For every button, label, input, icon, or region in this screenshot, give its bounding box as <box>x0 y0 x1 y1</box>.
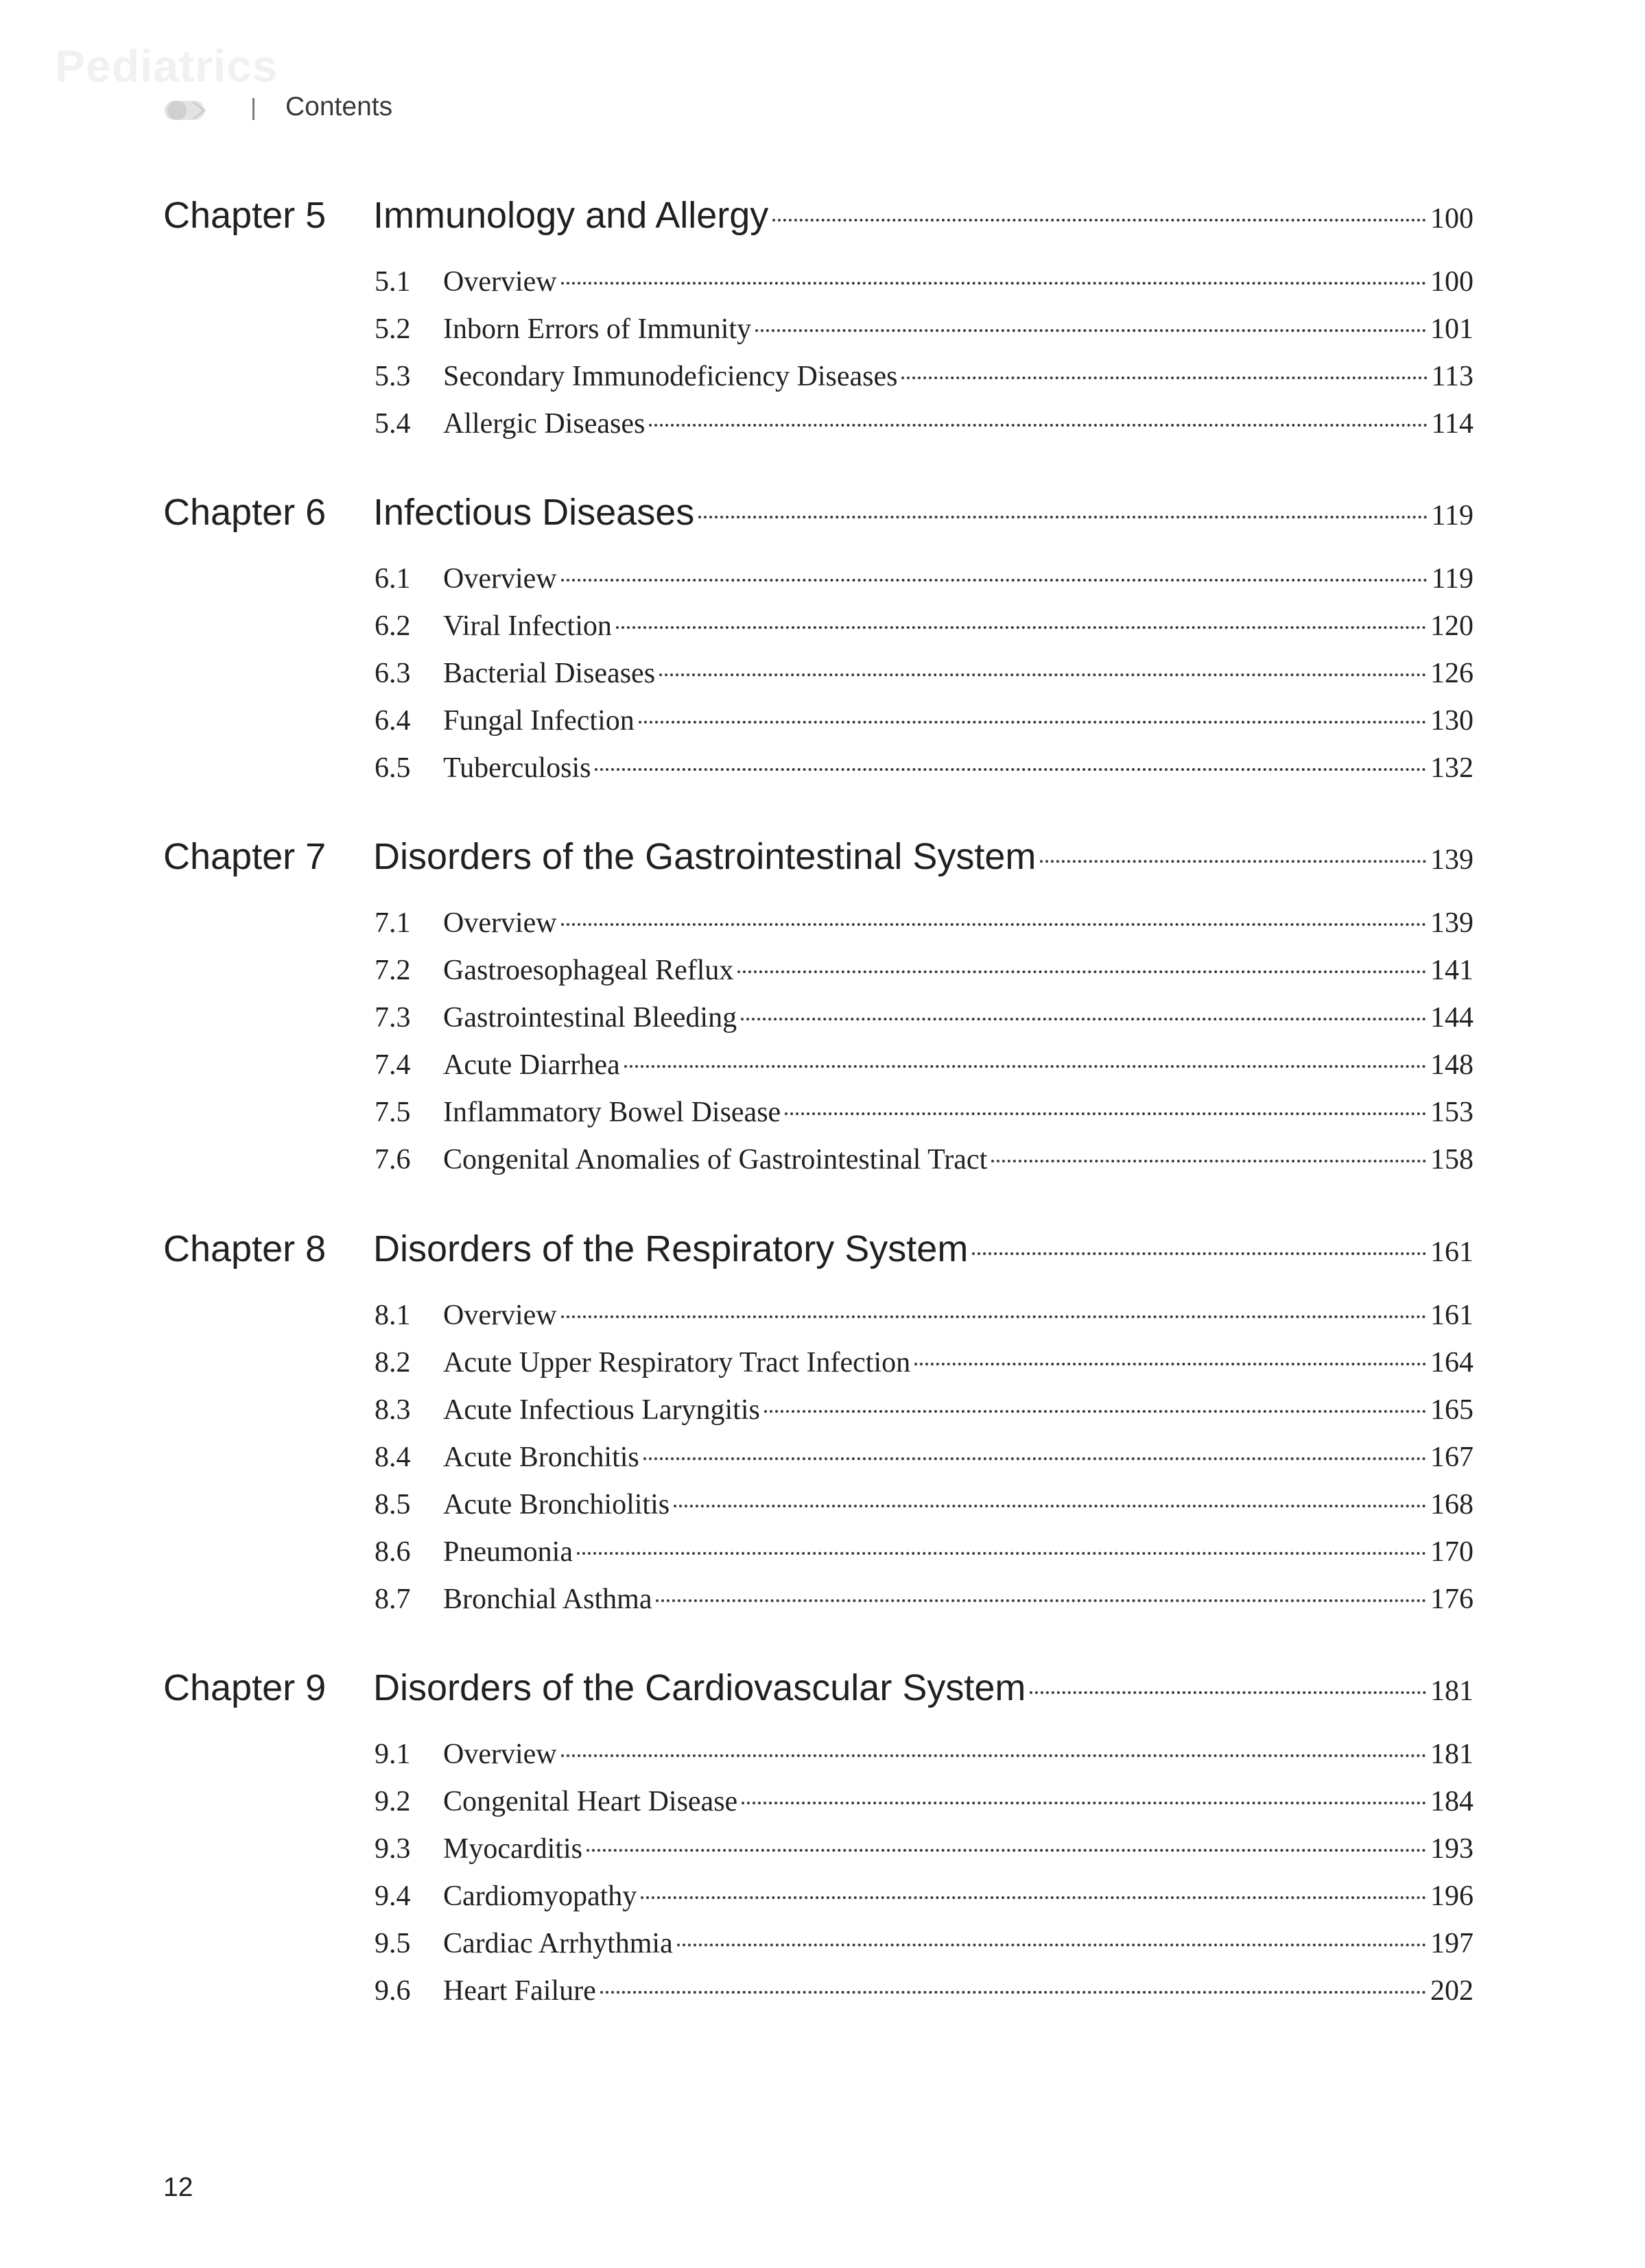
section-entry[interactable] <box>375 1096 1474 1134</box>
section-page: 130 <box>1430 705 1474 737</box>
section-entry[interactable] <box>375 1738 1474 1776</box>
section-entry[interactable] <box>375 1001 1474 1040</box>
section-title: Inborn Errors of Immunity <box>443 313 752 345</box>
section-entry[interactable] <box>375 1049 1474 1087</box>
section-title: Overview <box>443 907 557 939</box>
section-title: Viral Infection <box>443 610 612 642</box>
section-entry[interactable] <box>375 265 1474 304</box>
section-title: Overview <box>443 563 557 595</box>
chapter-page: 100 <box>1430 203 1474 235</box>
section-entry[interactable] <box>375 752 1474 790</box>
dot-leader <box>972 1252 1426 1255</box>
section-number: 5.3 <box>375 361 411 392</box>
chapter-label: Chapter 9 <box>163 1667 327 1708</box>
section-title: Bronchial Asthma <box>443 1584 652 1615</box>
section-number: 9.6 <box>375 1975 411 2007</box>
section-page: 126 <box>1430 658 1474 689</box>
chapter-heading[interactable] <box>163 1228 1474 1276</box>
dot-leader <box>616 626 1426 629</box>
dot-leader <box>587 1849 1426 1852</box>
section-number: 9.1 <box>375 1739 411 1770</box>
dot-leader <box>674 1505 1426 1507</box>
dot-leader <box>643 1457 1426 1460</box>
chapter-label: Chapter 6 <box>163 492 327 533</box>
section-entry[interactable] <box>375 907 1474 945</box>
section-entry[interactable] <box>375 610 1474 648</box>
section-entry[interactable] <box>375 1833 1474 1871</box>
section-page: 193 <box>1430 1833 1474 1865</box>
section-entry[interactable] <box>375 1346 1474 1385</box>
chapter-heading[interactable] <box>163 1667 1474 1715</box>
dot-leader <box>561 923 1426 926</box>
section-entry[interactable] <box>375 360 1474 398</box>
section-entry[interactable] <box>375 1785 1474 1824</box>
chapter-label: Chapter 5 <box>163 195 327 236</box>
section-page: 144 <box>1430 1002 1474 1034</box>
dot-leader <box>785 1112 1426 1115</box>
section-page: 196 <box>1430 1881 1474 1912</box>
section-page: 158 <box>1430 1144 1474 1175</box>
section-title: Acute Infectious Laryngitis <box>443 1394 760 1426</box>
section-entry[interactable] <box>375 1583 1474 1621</box>
section-entry[interactable] <box>375 407 1474 446</box>
section-number: 8.3 <box>375 1394 411 1426</box>
section-page: 101 <box>1430 313 1474 345</box>
chapter-page: 161 <box>1430 1237 1474 1268</box>
section-title: Tuberculosis <box>443 752 591 784</box>
section-entry[interactable] <box>375 954 1474 992</box>
chapter-title: Disorders of the Cardiovascular System <box>373 1667 1026 1708</box>
section-page: 100 <box>1430 266 1474 298</box>
section-number: 5.2 <box>375 313 411 345</box>
dot-leader <box>639 721 1426 724</box>
section-number: 7.4 <box>375 1049 411 1081</box>
section-entry[interactable] <box>375 1974 1474 2013</box>
section-number: 6.5 <box>375 752 411 784</box>
section-entry[interactable] <box>375 657 1474 695</box>
section-number: 6.1 <box>375 563 411 595</box>
section-entry[interactable] <box>375 1143 1474 1182</box>
chapter-heading[interactable] <box>163 835 1474 883</box>
section-title: Bacterial Diseases <box>443 658 656 689</box>
header-divider <box>252 98 255 120</box>
section-title: Inflammatory Bowel Disease <box>443 1097 781 1128</box>
section-page: 168 <box>1430 1489 1474 1520</box>
section-page: 161 <box>1430 1300 1474 1331</box>
section-number: 6.2 <box>375 610 411 642</box>
dot-leader <box>595 768 1426 771</box>
section-title: Pneumonia <box>443 1536 573 1568</box>
section-page: 202 <box>1430 1975 1474 2007</box>
section-title: Myocarditis <box>443 1833 582 1865</box>
dot-leader <box>577 1552 1426 1555</box>
section-title: Overview <box>443 1300 557 1331</box>
dot-leader <box>656 1599 1426 1602</box>
section-page: 119 <box>1431 563 1474 595</box>
chapter-page: 181 <box>1430 1675 1474 1707</box>
section-page: 141 <box>1430 955 1474 986</box>
section-number: 9.5 <box>375 1928 411 1959</box>
dot-leader <box>624 1065 1426 1068</box>
dot-leader <box>764 1410 1426 1413</box>
section-page: 113 <box>1431 361 1474 392</box>
section-number: 8.2 <box>375 1347 411 1378</box>
section-page: 139 <box>1430 907 1474 939</box>
section-number: 6.3 <box>375 658 411 689</box>
section-page: 165 <box>1430 1394 1474 1426</box>
section-title: Congenital Anomalies of Gastrointestinal Tract <box>443 1144 988 1175</box>
section-entry[interactable] <box>375 1299 1474 1337</box>
chapter-heading[interactable] <box>163 194 1474 242</box>
section-page: 176 <box>1430 1584 1474 1615</box>
section-title: Cardiac Arrhythmia <box>443 1928 673 1959</box>
dot-leader <box>901 377 1427 379</box>
section-page: 184 <box>1430 1786 1474 1817</box>
chapter-title: Disorders of the Respiratory System <box>373 1228 969 1269</box>
dot-leader <box>755 329 1426 332</box>
section-title: Allergic Diseases <box>443 408 646 440</box>
section-page: 164 <box>1430 1347 1474 1378</box>
section-number: 8.6 <box>375 1536 411 1568</box>
section-title: Fungal Infection <box>443 705 635 737</box>
section-title: Secondary Immunodeficiency Diseases <box>443 361 898 392</box>
section-entry[interactable] <box>375 1927 1474 1966</box>
section-title: Overview <box>443 1739 557 1770</box>
section-number: 7.6 <box>375 1144 411 1175</box>
section-number: 7.3 <box>375 1002 411 1034</box>
section-page: 132 <box>1430 752 1474 784</box>
section-title: Acute Bronchitis <box>443 1442 639 1473</box>
chapter-title: Infectious Diseases <box>373 492 695 533</box>
section-number: 9.2 <box>375 1786 411 1817</box>
section-entry[interactable] <box>375 562 1474 601</box>
section-page: 153 <box>1430 1097 1474 1128</box>
dot-leader <box>561 1754 1426 1757</box>
chapter-title: Disorders of the Gastrointestinal System <box>373 836 1037 877</box>
chapter-heading[interactable] <box>163 491 1474 539</box>
section-number: 9.3 <box>375 1833 411 1865</box>
section-number: 8.5 <box>375 1489 411 1520</box>
section-page: 181 <box>1430 1739 1474 1770</box>
dot-leader <box>561 579 1428 582</box>
dot-leader <box>772 219 1426 222</box>
section-entry[interactable] <box>375 1880 1474 1918</box>
section-number: 7.1 <box>375 907 411 939</box>
section-title: Gastroesophageal Reflux <box>443 955 734 986</box>
dot-leader <box>659 673 1426 676</box>
section-number: 7.2 <box>375 955 411 986</box>
section-entry[interactable] <box>375 1536 1474 1574</box>
section-title: Cardiomyopathy <box>443 1881 637 1912</box>
section-number: 8.4 <box>375 1442 411 1473</box>
section-page: 114 <box>1431 408 1474 440</box>
section-number: 5.4 <box>375 408 411 440</box>
section-page: 148 <box>1430 1049 1474 1081</box>
section-entry[interactable] <box>375 1394 1474 1432</box>
section-page: 120 <box>1430 610 1474 642</box>
section-number: 9.4 <box>375 1881 411 1912</box>
dot-leader <box>991 1160 1426 1162</box>
chapter-label: Chapter 7 <box>163 836 327 877</box>
section-page: 197 <box>1430 1928 1474 1959</box>
dot-leader <box>600 1991 1426 1994</box>
dot-leader <box>737 970 1426 973</box>
section-title: Congenital Heart Disease <box>443 1786 738 1817</box>
section-title: Acute Upper Respiratory Tract Infection <box>443 1347 911 1378</box>
chapter-page: 139 <box>1430 844 1474 876</box>
section-number: 8.7 <box>375 1584 411 1615</box>
chapter-label: Chapter 8 <box>163 1228 327 1269</box>
section-number: 7.5 <box>375 1097 411 1128</box>
section-title: Overview <box>443 266 557 298</box>
dot-leader <box>1030 1691 1426 1694</box>
section-entry[interactable] <box>375 1488 1474 1527</box>
dot-leader <box>741 1018 1426 1020</box>
dot-leader <box>641 1896 1426 1899</box>
dot-leader <box>561 1315 1426 1318</box>
section-number: 6.4 <box>375 705 411 737</box>
section-title: Acute Bronchiolitis <box>443 1489 670 1520</box>
section-page: 170 <box>1430 1536 1474 1568</box>
section-title: Gastrointestinal Bleeding <box>443 1002 737 1034</box>
section-title: Acute Diarrhea <box>443 1049 620 1081</box>
toggle-icon <box>163 98 209 123</box>
section-number: 8.1 <box>375 1300 411 1331</box>
dot-leader <box>698 516 1427 518</box>
dot-leader <box>1040 860 1426 863</box>
chapter-title: Immunology and Allergy <box>373 195 769 236</box>
dot-leader <box>914 1363 1426 1365</box>
section-entry[interactable] <box>375 313 1474 351</box>
dot-leader <box>649 424 1427 427</box>
dot-leader <box>742 1802 1426 1804</box>
running-header-title: Contents <box>285 92 393 121</box>
section-entry[interactable] <box>375 704 1474 743</box>
dot-leader <box>561 282 1426 285</box>
section-page: 167 <box>1430 1442 1474 1473</box>
section-number: 5.1 <box>375 266 411 298</box>
section-entry[interactable] <box>375 1441 1474 1479</box>
section-title: Heart Failure <box>443 1975 596 2007</box>
page-number: 12 <box>163 2173 193 2202</box>
dot-leader <box>677 1944 1426 1946</box>
book-title-watermark: Pediatrics <box>55 40 279 91</box>
chapter-page: 119 <box>1431 500 1474 532</box>
